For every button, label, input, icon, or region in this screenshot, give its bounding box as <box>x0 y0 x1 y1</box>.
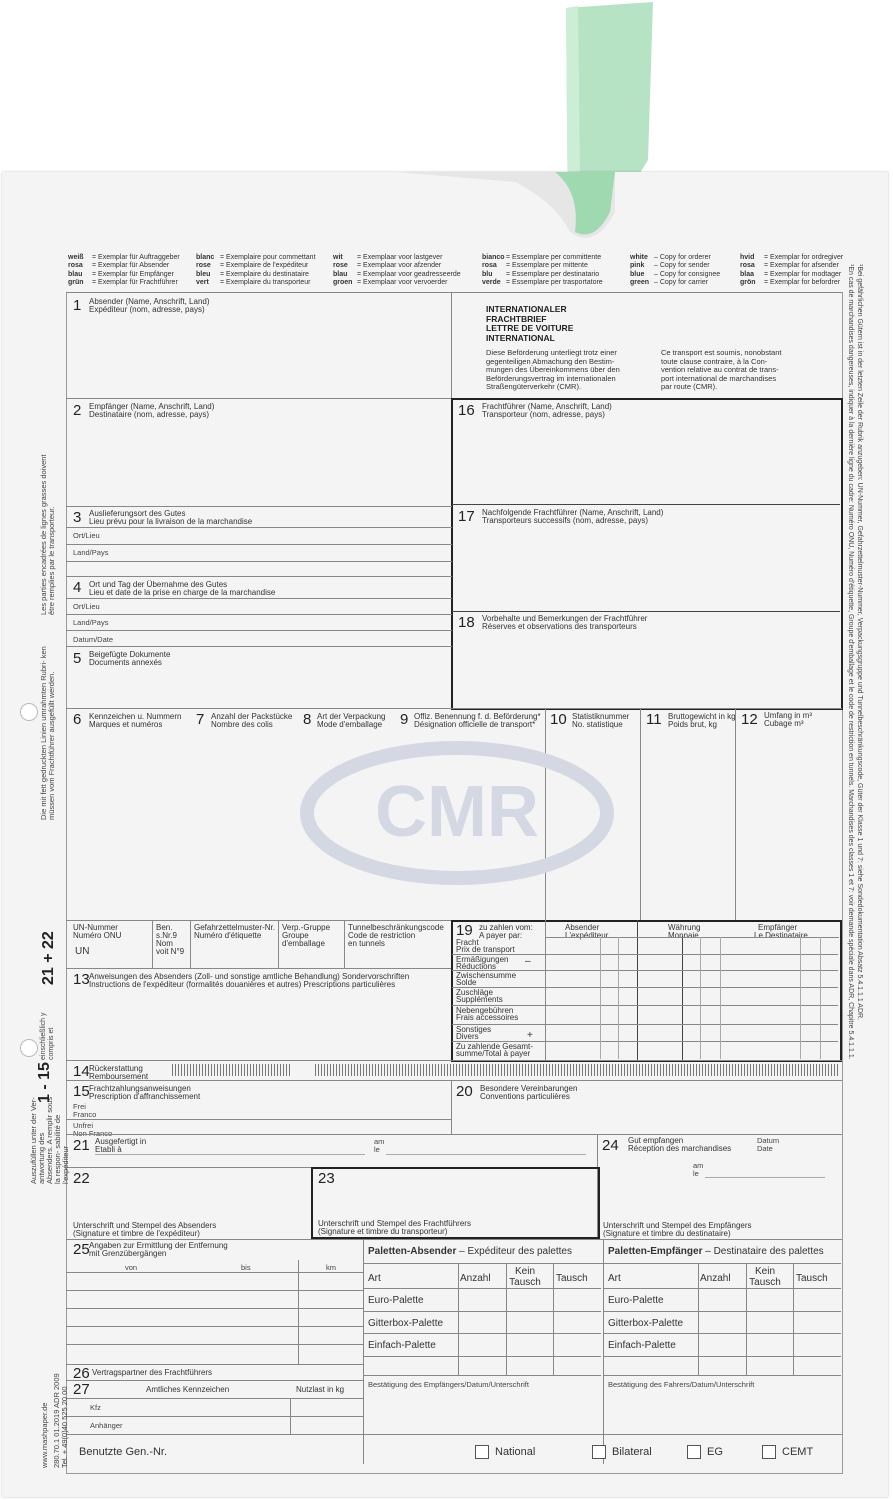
box-15-free: Frei <box>73 1102 86 1111</box>
tunnel-code-header: Tunnelbeschränkungscode <box>348 923 444 932</box>
box-19-col-currency: Währung <box>668 923 701 932</box>
tunnel-code-header-fr: Code de restriction <box>348 931 416 940</box>
box-15-unfree: Unfrei <box>73 1121 94 1130</box>
box-26-number: 26 <box>73 1365 90 1382</box>
box-24-signature-fr: (Signature et timbre du destinataire) <box>603 1229 731 1238</box>
box-25-km: km <box>326 1263 336 1272</box>
left-note-sender: Auszufüllen unter der Ver- antwortung des Absenders. A remplir sous la respon- sabilité de l'expéditeur <box>29 1096 70 1184</box>
legend-line: blanc = Exemplaire pour commettant <box>196 254 316 261</box>
box-16-number: 16 <box>458 402 475 419</box>
box-27-number: 27 <box>73 1381 90 1398</box>
box-9-label-de: Offiz. Benennung f. d. Beförderung* <box>414 712 541 721</box>
legend-line: blau = Exemplar für Empfänger <box>68 270 174 278</box>
box-4-label-de: Ort und Tag der Übernahme des Gutes <box>89 580 228 589</box>
pallet-row-label: Euro-Palette <box>608 1295 664 1306</box>
box-24-label-fr: Réception des marchandises <box>628 1144 732 1153</box>
box-19-row-label: Ermäßigungen <box>456 955 509 964</box>
box-11-number: 11 <box>646 711 662 728</box>
box-17-number: 17 <box>458 508 475 525</box>
box-3-label-fr: Lieu prévu pour la livraison de la marchandise <box>89 517 253 526</box>
box-13-label-de: Anweisungen des Absenders (Zoll- und sonstige amtliche Behandlung) Sondervorschriften <box>89 972 410 981</box>
box-5-number: 5 <box>73 650 82 667</box>
box-20-label-fr: Conventions particulières <box>480 1092 570 1101</box>
box-23-signature: Unterschrift und Stempel des Frachtführers <box>318 1219 471 1228</box>
copy-legend-en <box>630 254 720 288</box>
un-number-header-fr: Numéro ONU <box>73 931 122 940</box>
legend-line: rosa = Exemplar für Absender <box>68 262 170 270</box>
left-range-1-15: 1 - 15 <box>36 1062 53 1103</box>
left-range-21-22: 21 + 22 <box>40 931 57 985</box>
copy-legend-de <box>68 254 180 288</box>
box-19-row-label-fr: Réductions <box>456 962 497 971</box>
pallet-col-header: Kein Tausch <box>749 1266 781 1288</box>
box-1-label-fr: Expéditeur (nom, adresse, pays) <box>89 305 205 314</box>
box-24-date: Date <box>757 1144 773 1153</box>
svg-text:CMR: CMR <box>375 772 539 852</box>
box-17-label-de: Nachfolgende Frachtführer (Name, Anschrift, Land) <box>482 508 664 517</box>
box-23-signature-fr: (Signature et timbre du transporteur) <box>318 1227 448 1236</box>
left-note-fr: Les parties encadrées de lignes grasses doivent être remplies par le transporteur. <box>39 454 56 615</box>
copy-legend-fr <box>196 254 316 288</box>
box-24-signature: Unterschrift und Stempel des Empfängers <box>603 1221 752 1230</box>
copy-legend-it <box>482 254 603 288</box>
un-number-prefix: UN <box>75 946 90 957</box>
box-19-row-label-fr: Frais accessoires <box>456 1013 519 1022</box>
box-6-number: 6 <box>73 711 82 728</box>
box-15-unfree-fr: Non Franco <box>73 1129 113 1138</box>
pallet-col-header: Art <box>608 1273 621 1284</box>
box-19-plus-sign: + <box>527 1030 533 1041</box>
pallet-row-label: Gitterbox-Palette <box>368 1317 444 1329</box>
box-19-col-consignee: Empfänger <box>758 923 798 932</box>
legend-line: rose = Exemplaire de l'expéditeur <box>196 262 309 270</box>
box-25-label-fr: mit Grenzübergängen <box>89 1249 167 1258</box>
legend-line: pink – Copy for sender <box>630 262 710 270</box>
pallet-row-label: Einfach-Palette <box>608 1340 676 1351</box>
box-13-label-fr: Instructions de l'expéditeur (formalités douanières et autres) Prescriptions particulières <box>89 980 396 989</box>
box-8-label-de: Art der Verpackung <box>317 712 386 721</box>
box-10-number: 10 <box>550 711 567 728</box>
box-1-label-de: Absender (Name, Anschrift, Land) <box>89 297 210 306</box>
box-21-le: le <box>374 1145 380 1154</box>
box-12-label-fr: Cubage m³ <box>764 719 804 728</box>
copy-legend-nl <box>333 254 461 288</box>
carrier-block <box>451 398 843 710</box>
pallet-col-header: Kein Tausch <box>509 1266 541 1288</box>
box-26-label: Vertragspartner des Frachtführers <box>92 1368 213 1377</box>
box-5-label-fr: Documents annexés <box>89 658 162 667</box>
box-22-number: 22 <box>73 1170 90 1187</box>
box-27-vehicle: Kfz <box>90 1403 101 1412</box>
box-21-label-de: Ausgefertigt in <box>95 1137 147 1146</box>
box-15-label-de: Frachtzahlungsanweisungen <box>89 1084 191 1093</box>
box-16-label-de: Frachtführer (Name, Anschrift, Land) <box>482 402 612 411</box>
box-13-number: 13 <box>73 971 90 988</box>
un-name-header-3: Nom <box>156 939 173 948</box>
pallet-col-header: Tausch <box>556 1273 588 1284</box>
legend-line: blu = Essemplare per destinatario <box>482 270 600 278</box>
box-6-label-de: Kennzeichen u. Nummern <box>89 712 182 721</box>
pallet-col-header: Anzahl <box>460 1273 491 1284</box>
legend-line: bleu = Exemplaire du destinataire <box>196 270 309 278</box>
box-11-label-fr: Poids brut, kg <box>668 720 717 729</box>
box-22-signature-fr: (Signature et timbre de l'expéditeur) <box>73 1229 200 1238</box>
box-2-label-fr: Destinataire (nom, adresse, pays) <box>89 410 210 419</box>
box-21-number: 21 <box>73 1137 90 1154</box>
header-text-fr: Ce transport est soumis, nonobstant toute clause contraire, à la Con- vention relative au contrat de trans- port international de marchandises par route (CMR). <box>661 348 782 391</box>
left-note-de: Die mit fett gedruckten Linien umrahmten Rubri- ken müssen vom Frachtführer ausgefüllt werden. <box>39 646 56 820</box>
box-27-trailer: Anhänger <box>90 1421 123 1430</box>
box-25-from: von <box>125 1263 138 1272</box>
box-4-field-country: Land/Pays <box>73 618 109 627</box>
box-6-label-fr: Marques et numéros <box>89 720 163 729</box>
checkbox-eg[interactable]: EG <box>687 1445 723 1459</box>
legend-line: white – Copy for orderer <box>630 254 711 261</box>
box-27-plate-header: Amtliches Kennzeichen <box>146 1385 230 1394</box>
box-24-label-de: Gut empfangen <box>628 1136 684 1145</box>
box-3-number: 3 <box>73 509 82 526</box>
box-7-label-de: Anzahl der Packstücke <box>211 712 293 721</box>
left-print-code: 280.70.1 01.2019 ADR 2009 <box>52 1373 61 1468</box>
left-range-inclusive: einschließlich y compris et <box>40 1012 55 1060</box>
box-19-row-label: Nebengebühren <box>456 1006 514 1015</box>
box-12-number: 12 <box>741 711 758 728</box>
box-19-minus-sign: – <box>525 956 531 967</box>
box-3-label-de: Auslieferungsort des Gutes <box>89 509 186 518</box>
pallet-row-label: Euro-Palette <box>368 1295 424 1306</box>
legend-line: rosa = Exemplar for afsender <box>740 262 839 270</box>
box-8-label-fr: Mode d'emballage <box>317 720 383 729</box>
box-19-col-consignee-fr: Le Destinataire <box>754 931 808 940</box>
box-11-label-de: Bruttogewicht in kg <box>668 712 736 721</box>
box-1-number: 1 <box>73 297 82 314</box>
box-19-col-sender: Absender <box>565 923 600 932</box>
box-19-row-label: Sonstiges <box>456 1025 492 1034</box>
box-19-row-label: Zu zahlende Gesamt- <box>456 1042 533 1051</box>
un-name-header-2: s.Nr.9 <box>156 931 177 940</box>
box-4-field-place: Ort/Lieu <box>73 602 100 611</box>
checkbox-bilateral[interactable]: Bilateral <box>592 1445 652 1459</box>
checkbox-national[interactable]: National <box>475 1445 535 1459</box>
pallet-col-header: Tausch <box>796 1273 828 1284</box>
legend-line: hvid = Exemplar for ordregiver <box>740 254 844 261</box>
box-2-label-de: Empfänger (Name, Anschrift, Land) <box>89 402 215 411</box>
pallet-row-label: Einfach-Palette <box>368 1340 436 1351</box>
form-title: INTERNATIONALER FRACHTBRIEF LETTRE DE VOITURE INTERNATIONAL <box>486 304 574 343</box>
hazard-label-header: Gefahrzettelmuster-Nr. <box>194 923 275 932</box>
box-21-label-fr: Etabli à <box>95 1145 122 1154</box>
box-15-number: 15 <box>73 1083 90 1100</box>
box-23-number: 23 <box>318 1170 335 1187</box>
left-website: www.mashpaper.de <box>40 1402 49 1468</box>
legend-line: weiß = Exemplar für Auftraggeber <box>68 254 180 261</box>
pack-group-header-fr: Groupe <box>282 931 309 940</box>
legend-line: blue – Copy for consignee <box>630 270 721 278</box>
box-18-label-fr: Réserves et observations des transporteurs <box>482 622 637 631</box>
legend-line: grün = Exemplar für Frachtführer <box>68 279 178 287</box>
cmr-watermark-logo <box>298 738 616 888</box>
box-19-col-sender-fr: L'expéditeur <box>565 931 609 940</box>
legend-line: rose = Exemplaar voor afzender <box>333 262 442 270</box>
box-4-field-date: Datum/Date <box>73 635 114 644</box>
pack-group-header: Verp.-Gruppe <box>282 923 331 932</box>
box-19-number: 19 <box>456 922 473 939</box>
box-9-number: 9 <box>400 711 409 728</box>
box-19-row-label: Zuschläge <box>456 988 493 997</box>
box-4-label-fr: Lieu et date de la prise en charge de la marchandise <box>89 588 276 597</box>
box-16-label-fr: Transporteur (nom, adresse, pays) <box>482 410 605 419</box>
box-25-to: bis <box>241 1263 251 1272</box>
pack-group-header-fr2: d'emballage <box>282 939 325 948</box>
box-20-label-de: Besondere Vereinbarungen <box>480 1084 578 1093</box>
checkbox-cemt[interactable]: CEMT <box>762 1445 813 1459</box>
pallets-receiver-title: Paletten-Empfänger – Destinataire des palettes <box>608 1246 824 1257</box>
box-14-label-fr: Remboursement <box>89 1072 149 1081</box>
box-14-hatch-right <box>315 1064 840 1076</box>
pallets-receiver-confirm: Bestätigung des Fahrers/Datum/Unterschrift <box>608 1380 755 1389</box>
un-name-header-4: voit N°9 <box>156 947 185 956</box>
legend-line: bianco= Essemplare per committente <box>482 254 602 261</box>
box-24-number: 24 <box>602 1137 619 1154</box>
punch-hole-top <box>20 703 38 721</box>
un-name-header-1: Ben. <box>156 923 173 932</box>
legend-line: blaa = Exemplar for modtager <box>740 270 842 278</box>
box-25-label-de: Angaben zur Ermittlung der Entfernung <box>89 1241 228 1250</box>
box-24-le: le <box>693 1169 699 1178</box>
box-7-label-fr: Nombre des colis <box>211 720 273 729</box>
box-3-field-place: Ort/Lieu <box>73 531 100 540</box>
pallet-row-label: Gitterbox-Palette <box>608 1317 684 1329</box>
box-19-row-label: Fracht <box>456 938 479 947</box>
legend-line: rosa = Essemplare per mittente <box>482 262 588 270</box>
box-19-label-de: zu zahlen vom: <box>479 923 533 932</box>
pallet-col-header: Art <box>368 1273 381 1284</box>
box-3-field-country: Land/Pays <box>73 548 109 557</box>
hazard-label-header-fr: Numéro d'étiquette <box>194 931 262 940</box>
box-25-number: 25 <box>73 1241 90 1258</box>
punch-hole-bottom <box>20 1039 38 1057</box>
box-9-label-fr: Désignation officielle de transport* <box>414 720 536 729</box>
footer-used-gen-nr: Benutzte Gen.-Nr. <box>79 1446 168 1458</box>
box-19-row-label-fr: Prix de transport <box>456 945 515 954</box>
right-footnote-fr: ¹En cas de marchandises dangereuses, indiquer à la dernière ligne du cadre: Numéro ONU, Numéro d'étiquette, Groupe d'emballage et le code de restriction en tunnels. Marchandises des classes 1 et 7: voir demande spéciale dans ADR, Chapitre 5.4.1.1.1. <box>847 264 854 1060</box>
box-15-label-fr: Prescription d'affranchissement <box>89 1092 201 1101</box>
pallets-sender-title: Paletten-Absender – Expéditeur des palettes <box>368 1246 572 1257</box>
right-footnote-de: ¹Bei gefährlichen Gütern ist in der letzten Zeile der Rubrik anzugeben: UN-Nummer, Gefahrzettelmuster-Nummer, Verpackungsgruppe und Tunnelbeschränkungscode, Güter der Klasse 1 und 7: siehe Sondedokumentation Absatz 5.4.1.1.1 ADR. <box>856 264 863 1021</box>
box-20-number: 20 <box>456 1083 473 1100</box>
legend-line: vert = Exemplaire du transporteur <box>196 279 311 287</box>
un-number-header: UN-Nummer <box>73 923 118 932</box>
box-24-datum: Datum <box>757 1136 780 1145</box>
legend-line: green – Copy for carrier <box>630 279 709 287</box>
box-19-label-fr: A payer par: <box>479 931 523 940</box>
pallets-sender-confirm: Bestätigung des Empfängers/Datum/Unterschrift <box>368 1380 529 1389</box>
box-8-number: 8 <box>303 711 312 728</box>
box-19-row-label-fr: summe/Total à payer <box>456 1049 531 1058</box>
box-5-label-de: Beigefügte Dokumente <box>89 650 171 659</box>
box-10-label-fr: No. statistique <box>572 720 623 729</box>
box-19-row-label-fr: Solde <box>456 978 477 987</box>
box-18-label-de: Vorbehalte und Bemerkungen der Frachtführer <box>482 614 648 623</box>
box-14-label-de: Rückerstattung <box>89 1064 143 1073</box>
box-18-number: 18 <box>458 614 475 631</box>
box-19-col-currency-fr: Monnaie <box>668 931 699 940</box>
box-15-free-fr: Franco <box>73 1110 97 1119</box>
box-27-payload-header: Nutzlast in kg <box>296 1385 345 1394</box>
box-12-label-de: Umfang in m³ <box>764 711 813 720</box>
header-text-de: Diese Beförderung unterliegt trotz einer gegenteiligen Abmachung den Bestim- mungen des Übereinkommens über den Beförderungsvertrag im internationalen Straßengüterverkehr (CMR). <box>486 348 620 391</box>
left-phone: Tel. + 49(0)40 525 20 00 <box>60 1386 69 1468</box>
box-2-number: 2 <box>73 402 82 419</box>
pallet-col-header: Anzahl <box>700 1273 731 1284</box>
legend-line: verde = Essemplare per trasportatore <box>482 279 603 287</box>
box-22-signature: Unterschrift und Stempel des Absenders <box>73 1221 217 1230</box>
box-14-number: 14 <box>73 1063 90 1080</box>
box-4-number: 4 <box>73 579 82 596</box>
box-24-am: am <box>693 1161 704 1170</box>
copy-legend-da <box>740 254 843 288</box>
paper-curl <box>395 172 615 252</box>
legend-line: groen = Exemplaar voor vervoerder <box>333 279 448 287</box>
box-10-label-de: Statistiknummer <box>572 712 630 721</box>
box-19-row-label-fr: Divers <box>456 1032 479 1041</box>
box-19-row-label: Zwischensumme <box>456 971 517 980</box>
tunnel-code-header-fr2: en tunnels <box>348 939 385 948</box>
box-19-row-label-fr: Suppléments <box>456 995 503 1004</box>
box-14-hatch-left <box>172 1064 292 1076</box>
legend-line: blau = Exemplaar voor geadresseerde <box>333 270 461 278</box>
box-17-label-fr: Transporteurs successifs (nom, adresse, pays) <box>482 516 648 525</box>
box-7-number: 7 <box>196 711 205 728</box>
legend-line: wit = Exemplaar voor lastgever <box>333 254 443 261</box>
legend-line: grön = Exemplar for befordrer <box>740 279 841 287</box>
box-21-am: am <box>374 1137 385 1146</box>
